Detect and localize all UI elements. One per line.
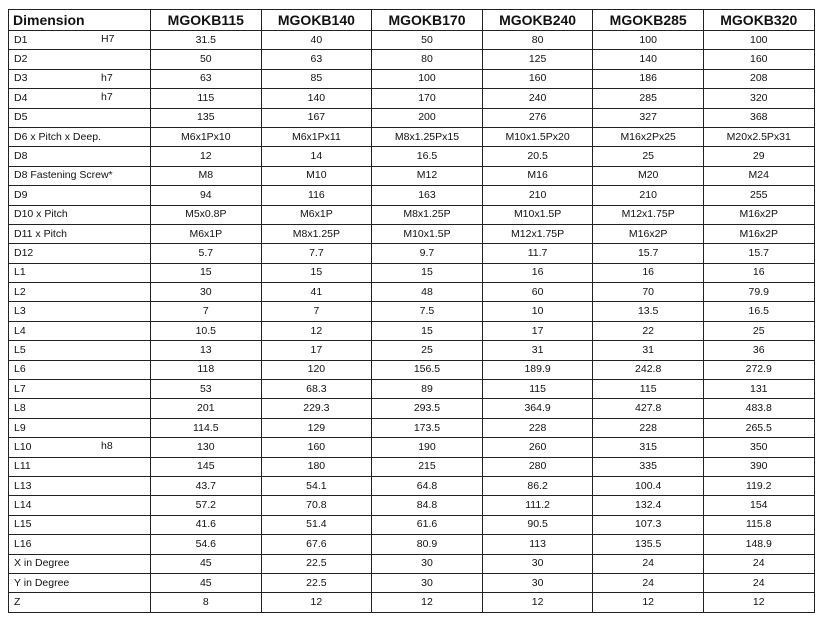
table-row	[9, 438, 815, 457]
value-cell: 30	[372, 573, 483, 592]
value-cell: 293.5	[372, 399, 483, 418]
value-cell: 15	[372, 321, 483, 340]
value-cell: 132.4	[593, 496, 704, 515]
row-label: D11 x Pitch	[14, 227, 67, 240]
value-cell: 280	[482, 457, 593, 476]
row-label: D8 Fastening Screw*	[14, 169, 113, 182]
value-cell: 276	[482, 108, 593, 127]
value-cell: 10	[482, 302, 593, 321]
value-cell: 390	[703, 457, 814, 476]
value-cell: 10.5	[151, 321, 262, 340]
value-cell: 160	[261, 438, 372, 457]
value-cell: 115.8	[703, 515, 814, 534]
value-cell: M5x0.8P	[151, 205, 262, 224]
header-dimension: Dimension	[9, 10, 151, 31]
row-label-cell	[9, 593, 151, 612]
table-row	[9, 31, 815, 50]
value-cell: 22	[593, 321, 704, 340]
row-label-cell	[9, 476, 151, 495]
row-label-cell	[9, 573, 151, 592]
value-cell: 80	[372, 50, 483, 69]
row-label: D3	[14, 72, 28, 85]
value-cell: M6x1Px11	[261, 127, 372, 146]
value-cell: 125	[482, 50, 593, 69]
row-label-cell	[9, 418, 151, 437]
value-cell: M6x1Px10	[151, 127, 262, 146]
value-cell: 63	[261, 50, 372, 69]
value-cell: 16	[482, 263, 593, 282]
value-cell: 31	[593, 341, 704, 360]
row-label-cell	[9, 515, 151, 534]
value-cell: 79.9	[703, 283, 814, 302]
row-label: L11	[14, 460, 31, 473]
value-cell: 115	[482, 380, 593, 399]
header-model: MGOKB170	[372, 10, 483, 31]
value-cell: 156.5	[372, 360, 483, 379]
row-label: D12	[14, 246, 34, 259]
value-cell: 17	[482, 321, 593, 340]
value-cell: 260	[482, 438, 593, 457]
row-label: L8	[14, 402, 26, 415]
value-cell: M16x2Px25	[593, 127, 704, 146]
table-row	[9, 360, 815, 379]
header-row	[9, 10, 815, 31]
value-cell: 50	[372, 31, 483, 50]
value-cell: 113	[482, 535, 593, 554]
value-cell: 54.1	[261, 476, 372, 495]
value-cell: M16x2P	[593, 224, 704, 243]
table-row	[9, 535, 815, 554]
value-cell: 111.2	[482, 496, 593, 515]
row-label-cell	[9, 205, 151, 224]
value-cell: 24	[703, 573, 814, 592]
value-cell: 68.3	[261, 380, 372, 399]
value-cell: 30	[482, 573, 593, 592]
table-row	[9, 89, 815, 108]
table-row	[9, 186, 815, 205]
value-cell: 13.5	[593, 302, 704, 321]
value-cell: M20x2.5Px31	[703, 127, 814, 146]
row-label: D6 x Pitch x Deep.	[14, 130, 101, 143]
value-cell: 9.7	[372, 244, 483, 263]
row-label-cell	[9, 360, 151, 379]
value-cell: 12	[482, 593, 593, 612]
value-cell: 94	[151, 186, 262, 205]
value-cell: 57.2	[151, 496, 262, 515]
table-row	[9, 263, 815, 282]
value-cell: M10	[261, 166, 372, 185]
value-cell: 118	[151, 360, 262, 379]
value-cell: 22.5	[261, 554, 372, 573]
value-cell: 90.5	[482, 515, 593, 534]
header-model: MGOKB240	[482, 10, 593, 31]
value-cell: 84.8	[372, 496, 483, 515]
row-label-cell	[9, 224, 151, 243]
value-cell: 145	[151, 457, 262, 476]
row-label: Z	[14, 596, 21, 609]
value-cell: 148.9	[703, 535, 814, 554]
value-cell: 315	[593, 438, 704, 457]
table-row	[9, 205, 815, 224]
value-cell: M8	[151, 166, 262, 185]
value-cell: 131	[703, 380, 814, 399]
row-label-cell	[9, 438, 151, 457]
row-label: L13	[14, 479, 32, 492]
value-cell: M8x1.25P	[372, 205, 483, 224]
value-cell: M16x2P	[703, 205, 814, 224]
table-wrapper	[8, 9, 815, 613]
row-label: L7	[14, 382, 26, 395]
row-label-cell	[9, 147, 151, 166]
value-cell: 210	[593, 186, 704, 205]
value-cell: M10x1.5P	[482, 205, 593, 224]
row-label: L9	[14, 421, 26, 434]
value-cell: 210	[482, 186, 593, 205]
value-cell: 13	[151, 341, 262, 360]
row-label: D5	[14, 111, 28, 124]
value-cell: 24	[593, 573, 704, 592]
value-cell: 107.3	[593, 515, 704, 534]
value-cell: M8x1.25Px15	[372, 127, 483, 146]
value-cell: 7	[151, 302, 262, 321]
value-cell: 7	[261, 302, 372, 321]
value-cell: 63	[151, 69, 262, 88]
value-cell: 45	[151, 573, 262, 592]
row-label: D10 x Pitch	[14, 208, 68, 221]
value-cell: 80.9	[372, 535, 483, 554]
value-cell: 115	[151, 89, 262, 108]
value-cell: 7.7	[261, 244, 372, 263]
value-cell: M6x1P	[261, 205, 372, 224]
value-cell: 120	[261, 360, 372, 379]
value-cell: 25	[593, 147, 704, 166]
value-cell: 189.9	[482, 360, 593, 379]
row-label-cell	[9, 321, 151, 340]
value-cell: M12x1.75P	[593, 205, 704, 224]
row-label-cell	[9, 399, 151, 418]
table-row	[9, 496, 815, 515]
tolerance-label: h8	[101, 440, 113, 453]
value-cell: M10x1.5P	[372, 224, 483, 243]
value-cell: 12	[261, 321, 372, 340]
row-label: D4	[14, 91, 28, 104]
value-cell: 483.8	[703, 399, 814, 418]
row-label-cell	[9, 108, 151, 127]
value-cell: 15	[151, 263, 262, 282]
row-label: D9	[14, 188, 28, 201]
row-label-cell	[9, 166, 151, 185]
value-cell: 240	[482, 89, 593, 108]
row-label: L5	[14, 343, 26, 356]
value-cell: 285	[593, 89, 704, 108]
table-row	[9, 380, 815, 399]
row-label-cell	[9, 283, 151, 302]
value-cell: 40	[261, 31, 372, 50]
row-label-cell	[9, 341, 151, 360]
value-cell: M16	[482, 166, 593, 185]
value-cell: 80	[482, 31, 593, 50]
value-cell: 50	[151, 50, 262, 69]
value-cell: 16.5	[703, 302, 814, 321]
value-cell: 272.9	[703, 360, 814, 379]
value-cell: 12	[703, 593, 814, 612]
dimension-table	[8, 9, 815, 613]
tolerance-label: h7	[101, 71, 113, 84]
value-cell: M24	[703, 166, 814, 185]
row-label-cell	[9, 554, 151, 573]
row-label-cell	[9, 89, 151, 108]
value-cell: 30	[482, 554, 593, 573]
value-cell: 36	[703, 341, 814, 360]
table-row	[9, 69, 815, 88]
value-cell: 67.6	[261, 535, 372, 554]
row-label: D1	[14, 33, 28, 46]
value-cell: 12	[593, 593, 704, 612]
table-row	[9, 457, 815, 476]
row-label-cell	[9, 127, 151, 146]
value-cell: 12	[151, 147, 262, 166]
row-label: L10	[14, 440, 32, 453]
value-cell: 140	[261, 89, 372, 108]
row-label: L14	[14, 499, 32, 512]
row-label-cell	[9, 50, 151, 69]
value-cell: 20.5	[482, 147, 593, 166]
value-cell: 160	[703, 50, 814, 69]
value-cell: 364.9	[482, 399, 593, 418]
table-row	[9, 108, 815, 127]
value-cell: 51.4	[261, 515, 372, 534]
value-cell: 335	[593, 457, 704, 476]
value-cell: 215	[372, 457, 483, 476]
value-cell: 170	[372, 89, 483, 108]
value-cell: 14	[261, 147, 372, 166]
value-cell: 327	[593, 108, 704, 127]
value-cell: 427.8	[593, 399, 704, 418]
value-cell: 12	[261, 593, 372, 612]
value-cell: 100.4	[593, 476, 704, 495]
value-cell: M12	[372, 166, 483, 185]
row-label-cell	[9, 186, 151, 205]
table-body	[9, 31, 815, 613]
value-cell: 41.6	[151, 515, 262, 534]
value-cell: 89	[372, 380, 483, 399]
header-model: MGOKB115	[151, 10, 262, 31]
value-cell: 255	[703, 186, 814, 205]
value-cell: 167	[261, 108, 372, 127]
value-cell: 16.5	[372, 147, 483, 166]
table-row	[9, 166, 815, 185]
table-row	[9, 147, 815, 166]
value-cell: 31	[482, 341, 593, 360]
row-label-cell	[9, 244, 151, 263]
value-cell: 200	[372, 108, 483, 127]
row-label-cell	[9, 535, 151, 554]
value-cell: M10x1.5Px20	[482, 127, 593, 146]
row-label: L2	[14, 285, 26, 298]
value-cell: 22.5	[261, 573, 372, 592]
table-row	[9, 127, 815, 146]
value-cell: 160	[482, 69, 593, 88]
value-cell: 5.7	[151, 244, 262, 263]
value-cell: 228	[593, 418, 704, 437]
value-cell: 61.6	[372, 515, 483, 534]
value-cell: 180	[261, 457, 372, 476]
table-row	[9, 418, 815, 437]
table-row	[9, 399, 815, 418]
row-label-cell	[9, 69, 151, 88]
row-label: Y in Degree	[14, 576, 70, 589]
value-cell: 70	[593, 283, 704, 302]
value-cell: 17	[261, 341, 372, 360]
row-label-cell	[9, 380, 151, 399]
value-cell: 30	[372, 554, 483, 573]
row-label: L4	[14, 324, 26, 337]
row-label: L6	[14, 363, 26, 376]
value-cell: 119.2	[703, 476, 814, 495]
value-cell: M20	[593, 166, 704, 185]
value-cell: 24	[593, 554, 704, 573]
value-cell: 15.7	[703, 244, 814, 263]
value-cell: 320	[703, 89, 814, 108]
value-cell: 54.6	[151, 535, 262, 554]
value-cell: 350	[703, 438, 814, 457]
value-cell: 186	[593, 69, 704, 88]
tolerance-label: H7	[101, 33, 115, 45]
value-cell: 135.5	[593, 535, 704, 554]
tolerance-label: h7	[101, 91, 113, 104]
value-cell: 16	[703, 263, 814, 282]
value-cell: 129	[261, 418, 372, 437]
row-label: D2	[14, 53, 28, 66]
row-label-cell	[9, 496, 151, 515]
row-label: L1	[14, 266, 26, 279]
value-cell: 25	[372, 341, 483, 360]
row-label-cell	[9, 263, 151, 282]
value-cell: 12	[372, 593, 483, 612]
table-header	[9, 10, 815, 31]
value-cell: 85	[261, 69, 372, 88]
value-cell: 173.5	[372, 418, 483, 437]
value-cell: 45	[151, 554, 262, 573]
value-cell: M6x1P	[151, 224, 262, 243]
row-label-cell	[9, 302, 151, 321]
value-cell: 7.5	[372, 302, 483, 321]
value-cell: 15	[261, 263, 372, 282]
value-cell: 30	[151, 283, 262, 302]
row-label-cell	[9, 31, 151, 50]
value-cell: 368	[703, 108, 814, 127]
value-cell: 100	[372, 69, 483, 88]
value-cell: 11.7	[482, 244, 593, 263]
table-row	[9, 50, 815, 69]
value-cell: 70.8	[261, 496, 372, 515]
value-cell: 154	[703, 496, 814, 515]
value-cell: 228	[482, 418, 593, 437]
value-cell: 242.8	[593, 360, 704, 379]
value-cell: 201	[151, 399, 262, 418]
header-model: MGOKB140	[261, 10, 372, 31]
value-cell: M16x2P	[703, 224, 814, 243]
value-cell: 16	[593, 263, 704, 282]
value-cell: M12x1.75P	[482, 224, 593, 243]
value-cell: 115	[593, 380, 704, 399]
table-row	[9, 244, 815, 263]
row-label: L16	[14, 537, 32, 550]
value-cell: 86.2	[482, 476, 593, 495]
row-label: L3	[14, 305, 26, 318]
table-row	[9, 224, 815, 243]
row-label: L15	[14, 518, 32, 531]
value-cell: 114.5	[151, 418, 262, 437]
value-cell: 229.3	[261, 399, 372, 418]
header-model: MGOKB285	[593, 10, 704, 31]
value-cell: 15	[372, 263, 483, 282]
value-cell: 190	[372, 438, 483, 457]
value-cell: 265.5	[703, 418, 814, 437]
value-cell: 100	[593, 31, 704, 50]
value-cell: 53	[151, 380, 262, 399]
row-label-cell	[9, 457, 151, 476]
value-cell: 64.8	[372, 476, 483, 495]
value-cell: 25	[703, 321, 814, 340]
value-cell: 31.5	[151, 31, 262, 50]
value-cell: 43.7	[151, 476, 262, 495]
row-label: X in Degree	[14, 557, 70, 570]
value-cell: 29	[703, 147, 814, 166]
value-cell: 60	[482, 283, 593, 302]
value-cell: 208	[703, 69, 814, 88]
value-cell: 116	[261, 186, 372, 205]
table-row	[9, 321, 815, 340]
row-label: D8	[14, 150, 28, 163]
value-cell: 100	[703, 31, 814, 50]
table-row	[9, 341, 815, 360]
table-row	[9, 476, 815, 495]
table-row	[9, 554, 815, 573]
value-cell: 15.7	[593, 244, 704, 263]
value-cell: 163	[372, 186, 483, 205]
value-cell: M8x1.25P	[261, 224, 372, 243]
value-cell: 8	[151, 593, 262, 612]
value-cell: 24	[703, 554, 814, 573]
table-row	[9, 593, 815, 612]
value-cell: 140	[593, 50, 704, 69]
value-cell: 48	[372, 283, 483, 302]
value-cell: 41	[261, 283, 372, 302]
table-row	[9, 573, 815, 592]
table-row	[9, 283, 815, 302]
table-row	[9, 302, 815, 321]
value-cell: 135	[151, 108, 262, 127]
header-model: MGOKB320	[703, 10, 814, 31]
value-cell: 130	[151, 438, 262, 457]
table-row	[9, 515, 815, 534]
